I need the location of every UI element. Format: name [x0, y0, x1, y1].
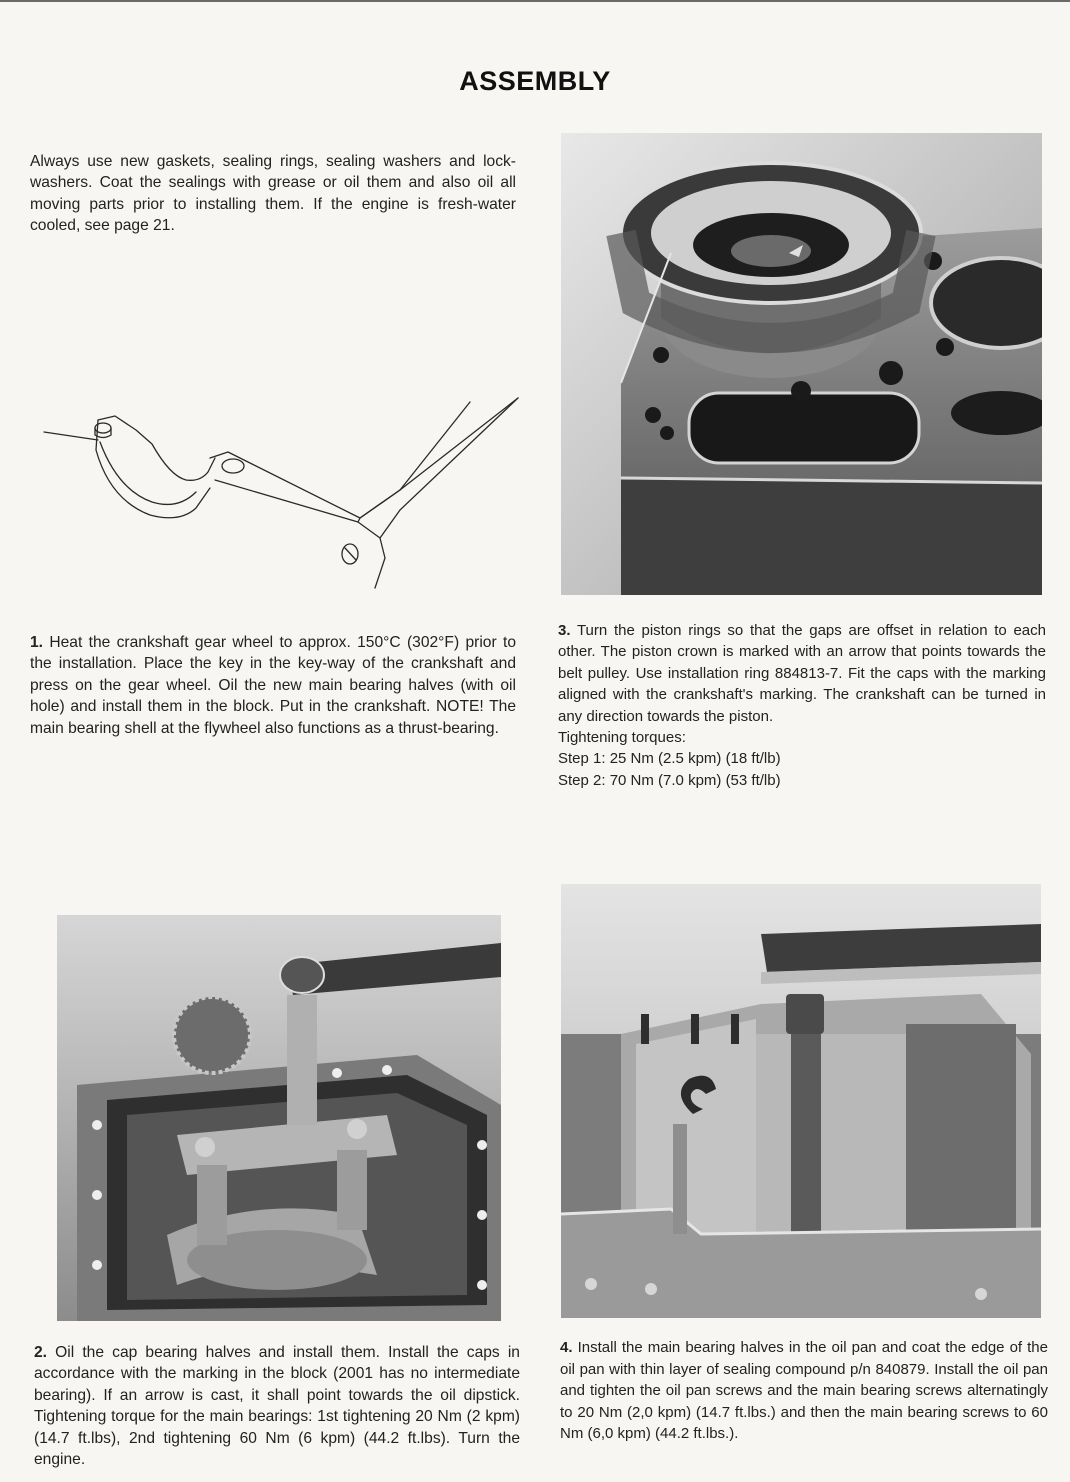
bearing-caps-torque-photo: [57, 915, 501, 1321]
intro-paragraph: [30, 151, 516, 237]
intro-text: Always use new gaskets, sealing rings, sealing washers and lock-washers. Coat the sealings with grease or oil them and also oil all moving parts prior to installing them. If the engine is fresh-water cooled, see page 21.: [30, 153, 516, 235]
torque-step-1: Step 1: 25 Nm (2.5 kpm) (18 ft/lb): [558, 750, 781, 768]
step-2-number: 2.: [34, 1344, 48, 1361]
step-4-number: 4.: [560, 1339, 573, 1356]
step-4: [560, 1337, 1048, 1445]
oil-pan-installation-photo: [561, 884, 1041, 1318]
step-1-number: 1.: [30, 634, 44, 651]
step-2: [34, 1342, 520, 1470]
top-rule: [0, 0, 1070, 2]
step-3: [558, 620, 1046, 791]
step-2-text: Oil the cap bearing halves and install them. Install the caps in accordance with the marking in the block (2001 has no intermediate bearing). If an arrow is cast, it shall point towards the oil dipstick. Tightening torque for the main bearings: 1st tightening 20 Nm (2 kpm) (14.7 ft.lbs), 2nd tightening 60 Nm (6 kpm) (44.2 ft.lbs). Turn the engine.: [34, 1344, 520, 1469]
torque-step-2: Step 2: 70 Nm (7.0 kpm) (53 ft/lb): [558, 771, 781, 789]
step-3-text: Turn the piston rings so that the gaps are offset in relation to each other. The piston crown is marked with an arrow that points towards the belt pulley. Use installation ring 884813-7. Fit the caps with the marking aligned with the crankshaft's marking. The crankshaft can be turned in any direction towards the piston.: [558, 622, 1046, 725]
bearing-cap-line-drawing: [40, 380, 530, 600]
step-1-text: Heat the crankshaft gear wheel to approx. 150°C (302°F) prior to the installation. Place the key in the key-way of the crankshaft and press on the gear wheel. Oil the new main bearing halves (with oil hole) and install them in the block. Put in the crankshaft. NOTE! The main bearing shell at the flywheel also functions as a thrust-bearing.: [30, 634, 516, 737]
page-title: ASSEMBLY: [459, 66, 611, 96]
piston-installation-photo: [561, 133, 1042, 595]
step-4-text: Install the main bearing halves in the oil pan and coat the edge of the oil pan with thin layer of sealing compound p/n 840879. Install the oil pan and tighten the oil pan screws and the main bearing screws alternatingly to 20 Nm (2,0 kpm) (14.7 ft.lbs.) and then the main bearing screws to 60 Nm (6,0 kpm) (44.2 ft.lbs.).: [560, 1339, 1048, 1443]
step-1: [30, 632, 516, 739]
step-3-number: 3.: [558, 622, 571, 639]
torque-heading: Tightening torques:: [558, 729, 686, 747]
